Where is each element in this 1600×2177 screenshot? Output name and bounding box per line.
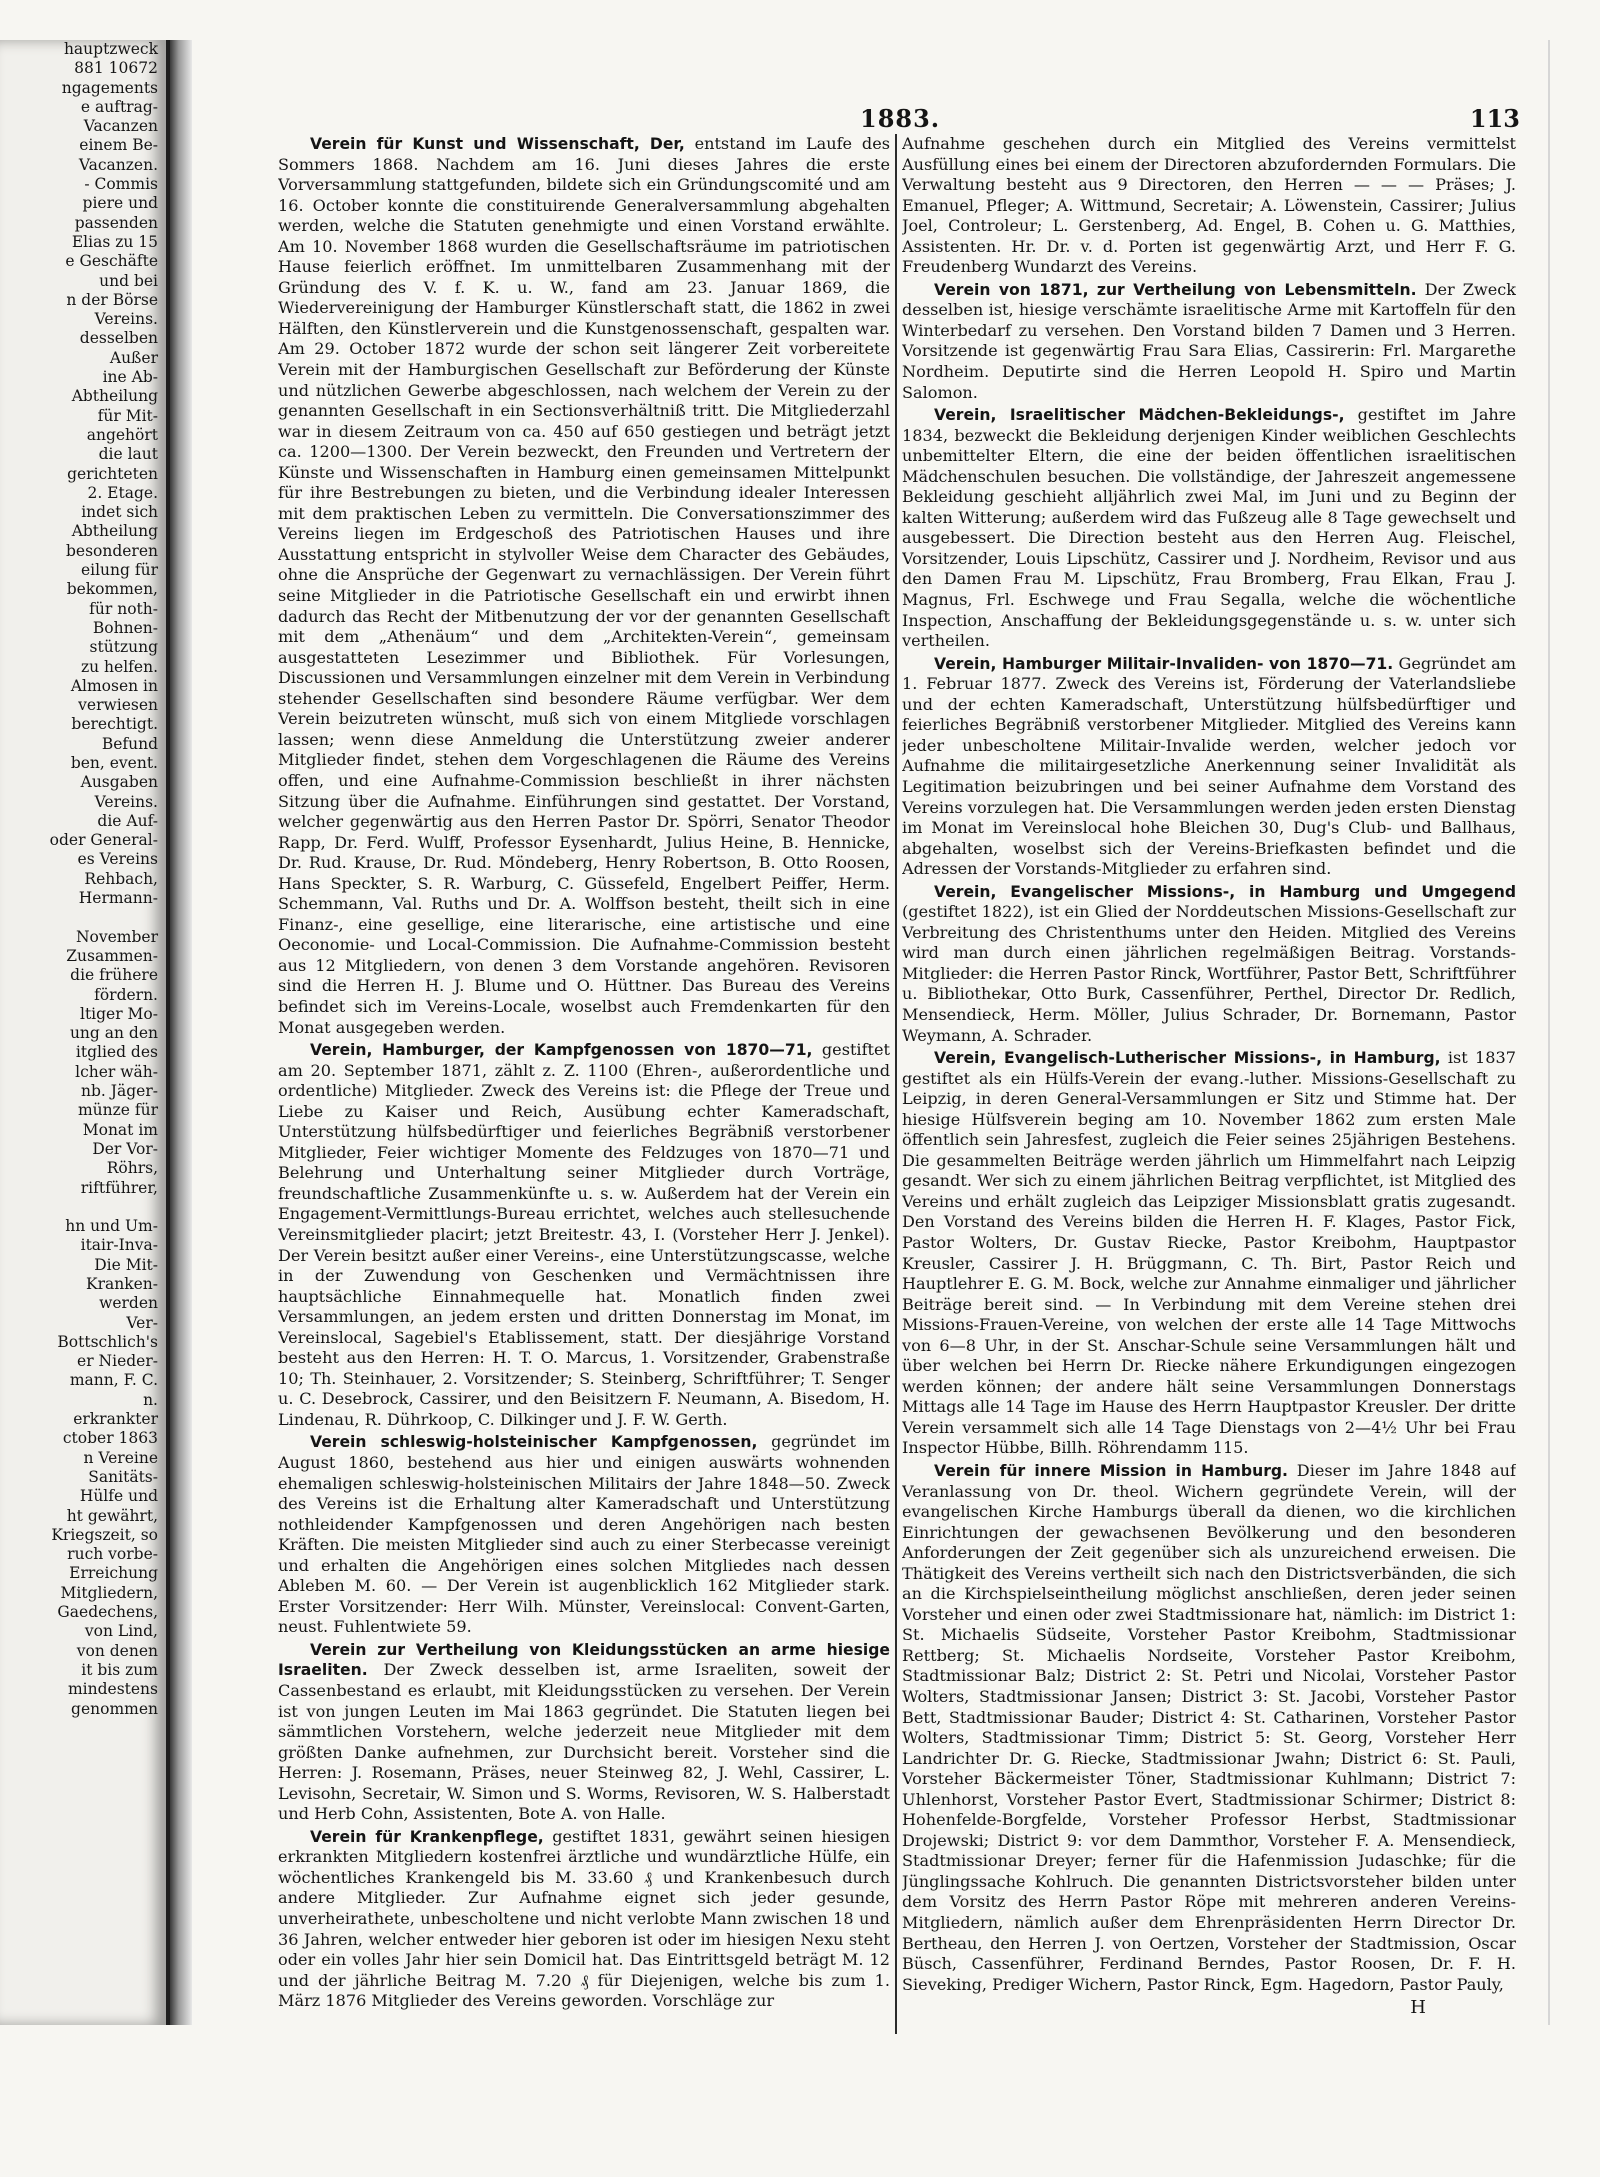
strip-line: von denen xyxy=(76,1641,158,1660)
entry-title: Verein schleswig-holsteinischer Kampfgenossen, xyxy=(310,1433,758,1452)
strip-line: Ausgaben xyxy=(80,773,158,792)
directory-entry xyxy=(902,280,1516,403)
entry-text: ist 1837 gestiftet als ein Hülfs-Verein der evang.-luther. Missions-Gesellschaft zu Leipzig, in deren General-Versammlungen er Sitz und Stimme hat. Der hiesige Hülfsverein beging am 10. November 1862 zum ersten Male öffentlich sein Jahresfest, zugleich die Feier seines 25jährigen Bestehens. Die gesammelten Beiträge werden jährlich um Himmelfahrt nach Leipzig gesandt. Wer sich zu einem jährlichen Beitrag verpflichtet, ist Mitglied des Vereins und erhält zugleich das Leipziger Missionsblatt gratis zugesandt. Den Vorstand des Vereins bilden die Herren H. F. Klages, Pastor Fick, Pastor Wolters, Dr. Gustav Riecke, Pastor Kreibohm, Hauptpastor Kreusler, Cassirer J. H. Brüggmann, C. Th. Birt, Pastor Reich und Hauptlehrer E. G. M. Bock, welche zur Annahme einmaliger und jährlicher Beiträge bereit sind. — In Verbindung mit dem Vereine stehen drei Missions-Frauen-Vereine, von welchen der erste alle 14 Tage Mittwochs von 6—8 Uhr, in der St. Anschar-Schule seine Versammlungen hält und über welchen bei Herrn Dr. Riecke nähere Erkundigungen eingezogen werden können; der andere hält seine Versammlungen Donnerstags Mittags alle 14 Tage im Hause des Herrn Hauptpastor Kreusler. Der dritte Verein versammelt sich alle 14 Tage Dienstags von 2—4½ Uhr bei Frau Inspector Hübbe, Billh. Röhrendamm 115. xyxy=(902,1048,1516,1458)
strip-line: Elias zu 15 xyxy=(71,232,158,251)
strip-line: Monat im xyxy=(82,1120,158,1139)
strip-line: indet sich xyxy=(81,503,158,522)
strip-line: genommen xyxy=(71,1699,158,1718)
strip-line: Kranken- xyxy=(86,1275,158,1293)
entry-title: Verein für innere Mission in Hamburg. xyxy=(934,1462,1288,1480)
column-divider xyxy=(895,134,897,2034)
entry-text: Aufnahme geschehen durch ein Mitglied des Vereins vermittelst Ausfüllung eines bei einem der Directoren abzufordernden Formulars. Die Verwaltung besteht aus 9 Directoren, den Herren — — — Präses; J. Emanuel, Pfleger; A. Wittmund, Secretair; A. Löwenstein, Cassirer; Julius Joel, Controleur; L. Gerstenberg, Ad. Engel, B. Cohen u. G. Matthies, Assistenten. Hr. Dr. v. d. Porten ist gegenwärtig Arzt, und Herr F. G. Freudenberg Wundarzt des Vereins. xyxy=(902,134,1516,277)
strip-line: Vacanzen. xyxy=(78,155,158,174)
entry-text: (gestiftet 1822), ist ein Glied der Norddeutschen Missions-Gesellschaft zur Verbreitung des Christenthums unter den Heiden. Mitglied des Vereins wird man durch einen jährlichen regelmäßigen Beitrag. Vorstands-Mitglieder: die Herren Pastor Rinck, Wortführer, Pastor Bett, Schriftführer u. Bibliothekar, Otto Burk, Cassenführer, Perthel, Director Dr. Redlich, Mensendieck, Herm. Möller, Julius Schrader, Dr. Bornemann, Pastor Weymann, A. Schrader. xyxy=(902,902,1516,1045)
strip-line: mindestens xyxy=(67,1680,158,1699)
strip-line: riftführer, xyxy=(80,1178,158,1197)
strip-line: nb. Jäger- xyxy=(81,1082,158,1101)
strip-line: Hülfe und xyxy=(79,1487,158,1506)
strip-line: es Vereins xyxy=(77,850,158,869)
strip-line: n der Börse xyxy=(66,290,158,309)
directory-entry xyxy=(278,134,890,1038)
entry-title: Verein, Hamburger, der Kampfgenossen von 1870—71, xyxy=(310,1041,813,1060)
strip-line: itglied des xyxy=(75,1043,158,1062)
directory-entry xyxy=(278,1640,890,1825)
strip-line: Gaedechens, xyxy=(57,1603,158,1622)
strip-line: Außer xyxy=(109,348,158,367)
strip-line: berechtigt. xyxy=(71,715,158,734)
strip-line: ltiger Mo- xyxy=(79,1004,158,1023)
strip-line: Der Vor- xyxy=(92,1139,158,1158)
strip-line: er Nieder- xyxy=(77,1352,158,1371)
entry-text: gestiftet im Jahre 1834, bezweckt die Bekleidung derjenigen Kinder weiblichen Geschlechts unbemittelter Eltern, die eine der beiden öffentlichen israelitischen Mädchenschulen besuchen. Die vollständige, der Jahreszeit angemessene Bekleidung geschieht alljährlich zwei Mal, im Juni und zu Beginn der kalten Witterung; außerdem wird das Fußzeug alle 8 Tage gewechselt und ausgebessert. Die Direction besteht aus den Herren Aug. Fleischel, Vorsitzender, Louis Lipschütz, Cassirer und J. Nordheim, Revisor und aus den Damen Frau M. Lipschütz, Frau Bromberg, Frau Elkan, Frau J. Magnus, Frl. Eschwege und Frau Segalla, welche die wöchentliche Inspection, Anschaffung der Bekleidungsgegenstände u. s. w. unter sich vertheilen. xyxy=(902,405,1516,651)
strip-line: Erreichung xyxy=(69,1564,158,1583)
directory-entry xyxy=(278,1040,890,1430)
strip-line: besonderen xyxy=(65,541,158,560)
strip-line: gerichteten xyxy=(67,464,158,483)
directory-entry xyxy=(902,1048,1516,1459)
strip-line: piere und xyxy=(82,194,158,213)
strip-line: Befund xyxy=(101,734,158,753)
strip-line: 2. Etage. xyxy=(87,483,158,502)
strip-line: Vereins. xyxy=(94,792,158,811)
strip-line: Abtheilung xyxy=(71,522,158,541)
directory-entry xyxy=(278,1827,890,2012)
strip-line: Ver- xyxy=(126,1313,158,1332)
directory-entry xyxy=(902,882,1516,1046)
strip-line: it bis zum xyxy=(81,1660,158,1679)
strip-line: Zusammen- xyxy=(66,946,158,965)
previous-page-strip xyxy=(0,40,170,2025)
strip-line: n Vereine xyxy=(83,1448,158,1467)
strip-line: verwiesen xyxy=(78,696,158,715)
strip-line: hauptzweck xyxy=(63,40,158,58)
strip-line: itair-Inva- xyxy=(80,1236,158,1255)
strip-line: von Lind, xyxy=(84,1622,158,1641)
strip-line: die frühere xyxy=(70,966,158,985)
entry-title: Verein für Kunst und Wissenschaft, Der, xyxy=(310,135,685,153)
entry-text: gegründet im August 1860, bestehend aus hier und einigen auswärts wohnenden ehemaligen schleswig-holsteinischen Militairs der Jahre 1848—50. Zweck des Vereins ist die Erhaltung alter Kameradschaft und Unterstützung nothleidender Kampfgenossen und deren Angehörigen nach besten Kräften. Die meisten Mitglieder sind auch zu einer Sterbecasse vereinigt und erhalten die Angehörigen eines solchen Mitgliedes nach dessen Ableben M. 60. — Der Verein ist augenblicklich 162 Mitglieder stark. Erster Vorsitzender: Herr Wilh. Münster, Vereinslocal: Convent-Garten, neust. Fuhlentwiete 59. xyxy=(278,1432,890,1637)
strip-line: für noth- xyxy=(89,599,158,618)
strip-line: ngagements xyxy=(61,78,158,97)
strip-line: Abtheilung xyxy=(71,387,158,406)
directory-entry xyxy=(902,1461,1516,1995)
right-text-column xyxy=(902,134,1516,2035)
strip-line: die Auf- xyxy=(97,811,158,830)
entry-text: gestiftet 1831, gewährt seinen hiesigen erkrankten Mitgliedern kostenfrei ärztliche und wundärztliche Hülfe, ein wöchentliches Krankengeld bis M. 33.60 ₰ und Krankenbesuch durch andere Mitglieder. Zur Aufnahme eignet sich jeder gesunde, unverheirathete, unbescholtene und nicht verlobte Mann zwischen 18 und 36 Jahren, welcher entweder hier geboren ist oder im hiesigen Nexu steht oder ein volles Jahr hier sein Domicil hat. Das Eintrittsgeld beträgt M. 12 und der jährliche Beitrag M. 7.20 ₰ für Diejenigen, welche bis zum 1. März 1876 Mitglieder des Vereins geworden. Vorschläge zur xyxy=(278,1826,890,2011)
entry-title: Verein für Krankenpflege, xyxy=(310,1827,544,1846)
strip-line: Mitgliedern, xyxy=(60,1583,158,1602)
entry-title: Verein, Hamburger Militair-Invaliden- von 1870—71. xyxy=(934,654,1394,673)
strip-line: hn und Um- xyxy=(65,1217,158,1236)
strip-line: fördern. xyxy=(94,985,158,1004)
strip-line: Röhrs, xyxy=(106,1159,158,1178)
strip-line: und bei xyxy=(99,271,158,290)
page-header xyxy=(280,104,1520,132)
strip-line: Almosen in xyxy=(70,676,158,695)
strip-line: bekommen, xyxy=(66,580,158,599)
directory-entry xyxy=(902,654,1516,880)
strip-line: Vacanzen xyxy=(83,117,158,136)
strip-line: Rehbach, xyxy=(84,869,158,888)
strip-line: - Commis xyxy=(84,175,158,194)
book-gutter xyxy=(170,40,192,2025)
strip-line: e auftrag- xyxy=(80,97,158,116)
entry-text: gestiftet am 20. September 1871, zählt z. Z. 1100 (Ehren-, außerordentliche und ordentliche) Mitglieder. Zweck des Vereins ist: die Pflege der Treue und Liebe zu Kaiser und Reich, Ausübung echter Kameradschaft, Unterstützung hülfsbedürftiger und feierliches Begräbniß verstorbener Mitglieder, Feier wichtiger Momente des Feldzuges von 1870—71 und Belehrung und Unterhaltung seiner Mitglieder durch Vorträge, freundschaftliche Zusammenkünfte u. s. w. Außerdem hat der Verein ein Engagement-Vermittlungs-Bureau errichtet, welches auch stellesuchende Vereinsmitglieder placirt; jetzt Breitestr. 43, I. (Vorsteher Herr J. Jenkel). Der Verein besitzt außer einer Vereins-, eine Unterstützungscasse, welche in der Zuwendung von Geschenken und Vermächtnissen ihre hauptsächliche Einnahmequelle hat. Monatlich finden zwei Versammlungen, an jedem ersten und dritten Donnerstag im Monat, im Vereinslocal, Sagebiel's Etablissement, statt. Der diesjährige Vorstand besteht aus den Herren: H. T. O. Marcus, 1. Vorsitzender, Grabenstraße 10; Th. Steinhauer, 2. Vorsitzender; S. Steinberg, Schriftführer; T. Senger u. C. Desebrock, Cassirer, und den Beisitzern F. Neumann, A. Bisedom, H. Lindenau, R. Dührkoop, C. Dilkinger und J. F. W. Gerth. xyxy=(278,1040,890,1429)
strip-line: 881 10672 xyxy=(74,59,158,78)
strip-line: zu helfen. xyxy=(80,657,158,676)
strip-line: die laut xyxy=(98,445,158,464)
strip-line: oder General- xyxy=(49,831,158,850)
entry-text: Der Zweck desselben ist, arme Israeliten, soweit der Cassenbestand es erlaubt, mit Kleidungsstücken zu versehen. Der Verein ist von jungen Leuten im Mai 1863 gegründet. Die Statuten liegen bei sämmtlichen Vorstehern, welche jederzeit neue Mitglieder mit dem größten Danke aufnehmen, zur Durchsicht bereit. Vorsteher sind die Herren: J. Rosemann, Präses, neuer Steinweg 82, J. Wehl, Cassirer, L. Levisohn, Secretair, W. Simon und S. Worms, Revisoren, W. S. Halberstadt und Herb Cohn, Assistenten, Bote A. von Halle. xyxy=(278,1660,890,1824)
strip-line: Bohnen- xyxy=(92,618,158,637)
strip-line: Vereins. xyxy=(94,310,158,329)
entry-text: Dieser im Jahre 1848 auf Veranlassung von Dr. theol. Wichern gegründete Verein, will der evangelischen Kirche Hamburgs überall da dienen, wo die kirchlichen Einrichtungen der gewachsenen Bevölkerung und den besonderen Anforderungen der Zeit gegenüber sich als unzureichend erweisen. Die Thätigkeit des Vereins vertheilt sich nach den Districtsverbänden, die sich an die Kirchspielseintheilung möglichst anschließen, deren jeder seinen Vorsteher und einen oder zwei Stadtmissionare hat, nämlich: im District 1: St. Michaelis Südseite, Vorsteher Pastor Kreibohm, Stadtmissionar Rettberg; St. Michaelis Nordseite, Vorsteher Pastor Kreibohm, Stadtmissionar Balz; District 2: St. Petri und Nicolai, Vorsteher Pastor Wolters, Stadtmissionar Jansen; District 3: St. Jacobi, Vorsteher Pastor Bett, Stadtmissionar Bauder; District 4: St. Catharinen, Vorsteher Pastor Wolters, Stadtmissionar Timm; District 5: St. Georg, Vorsteher Herr Landrichter Dr. G. Riecke, Stadtmissionar Jwahn; District 6: St. Pauli, Vorsteher Bäckermeister Töner, Stadtmissionar Kuhlmann; District 7: Uhlenhorst, Vorsteher Pastor Evert, Stadtmissionar Schirmer; District 8: Hohenfelde-Borgfelde, Vorsteher Professor Herbst, Stadtmissionar Drojewski; District 9: vor dem Dammthor, Vorsteher F. A. Mensendieck, Stadtmissionar Dreyer; ferner für die Hafenmission Judaschke; für die Jünglingssache Kohlruch. Die genannten Districtsvorsteher bilden unter dem Vorsitz des Herrn Pastor Röpe mit mehreren anderen Vereins-Mitgliedern, nämlich außer dem Ehrenpräsidenten Herrn Director Dr. Bertheau, den Herren J. von Oertzen, Vorsteher der Stadtmission, Oscar Büsch, Cassenführer, Ferdinand Berndes, Pastor Roosen, Dr. F. H. Sieveking, Prediger Wichern, Pastor Rinck, Egm. Hagedorn, Pastor Pauly, xyxy=(902,1461,1516,1994)
entry-title: Verein zur Vertheilung von Kleidungsstücken an arme hiesige Israeliten. xyxy=(278,1640,890,1680)
entry-title: Verein von 1871, zur Vertheilung von Lebensmitteln. xyxy=(934,280,1417,299)
strip-line: mann, F. C. xyxy=(69,1371,158,1390)
strip-line: passenden xyxy=(74,213,158,232)
strip-line: Die Mit- xyxy=(94,1255,158,1274)
entry-title: Verein, Evangelischer Missions-, in Hamburg und Umgegend xyxy=(934,882,1516,901)
strip-line: ine Ab- xyxy=(102,368,158,387)
strip-line: Bottschlich's xyxy=(57,1332,158,1351)
strip-line: Sanitäts- xyxy=(88,1467,158,1486)
page-edge xyxy=(1548,40,1560,2025)
signature-letter: H xyxy=(1410,1997,1426,2019)
strip-line: desselben xyxy=(79,329,158,348)
entry-text: entstand im Laufe des Sommers 1868. Nachdem am 16. Juni dieses Jahres die erste Vorversammlung stattgefunden, bildete sich ein Gründungscomité und am 16. October konnte die constituirende Generalversammlung abgehalten werden, welche die Statuten genehmigte und einen Vorstand erwählte. Am 10. November 1868 wurden die Gesellschaftsräume im patriotischen Hause feierlich eröffnet. Im unmittelbaren Zusammenhang mit der Gründung des V. f. K. u. W., fand am 23. Januar 1869, die Wiedervereinigung der Hamburger Künstlerschaft statt, die 1862 in zwei Hälften, den Künstlerverein und die Kunstgenossenschaft, gespalten war. Am 29. October 1872 wurde der schon seit längerer Zeit vorbereitete Verein mit der Hamburgischen Gesellschaft zur Beförderung der Künste und nützlichen Gewerbe abgeschlossen, nach welchem der Verein zu der genannten Gesellschaft in ein Sectionsverhältniß tritt. Die Mitgliederzahl war in diesem Zeitraum von ca. 450 auf 650 gestiegen und beträgt jetzt ca. 1200—1300. Der Verein bezweckt, den Freunden und Vertretern der Künste und Wissenschaften in Hamburg einen gemeinsamen Mittelpunkt für ihre Bestrebungen zu bieten, und die Verbindung idealer Interessen mit dem praktischen Leben zu vermitteln. Die Conversationszimmer des Vereins liegen im Erdgeschoß des Patriotischen Hauses und ihre Ausstattung entspricht in stylvoller Weise dem Character des Gebäudes, ohne die Ansprüche der Gegenwart zu vernachlässigen. Der Verein führt seine Mitglieder in die Patriotische Gesellschaft ein und erwirbt ihnen dadurch das Recht der Mitbenutzung der vor der genannten Gesellschaft mit dem „Athenäum“ und dem „Architekten-Verein“, gemeinsam ausgestatteten Lesezimmer und Bibliothek. Für Vorlesungen, Discussionen und Versammlungen einzelner mit dem Verein in Verbindung stehender Gesellschaften sind besondere Räume verfügbar. Wer dem Verein beizutreten wünscht, muß sich von einem Mitgliede vorschlagen lassen; wenn diese Anmeldung die Unterstützung zweier anderer Mitglieder findet, stehen dem Vorgeschlagenen die Räume des Vereins offen, und eine Aufnahme-Commission beschließt in ihrer nächsten Sitzung über die Aufnahme. Einführungen sind gestattet. Der Vorstand, welcher gegenwärtig aus den Herren Pastor Dr. Spörri, Senator Theodor Rapp, Dr. Ferd. Wulff, Professor Eysenhardt, Julius Heine, B. Hennicke, Dr. Rud. Krause, Dr. Rud. Möndeberg, Henry Robertson, B. Otto Roosen, Hans Speckter, S. R. Warburg, C. Güssefeld, Engelbert Peiffer, Herm. Schemmann, Val. Ruths und Dr. A. Wolffson besteht, theilt sich in eine Finanz-, eine gesellige, eine literarische, eine artistische und eine Oeconomie- und Local-Commission. Die Aufnahme-Commission besteht aus 12 Mitgliedern, von denen 3 dem Vorstande angehören. Revisoren sind die Herren H. J. Blume und O. Hüttner. Das Bureau des Vereins befindet sich im Vereins-Locale, woselbst auch Fremdenkarten für den Monat ausgegeben werden. xyxy=(278,134,890,1037)
strip-line: ruch vorbe- xyxy=(67,1545,158,1564)
strip-line: November xyxy=(75,927,158,946)
strip-line xyxy=(0,1198,166,1217)
left-text-column xyxy=(278,134,890,2035)
entry-text: Gegründet am 1. Februar 1877. Zweck des Vereins ist, Förderung der Vaterlandsliebe und der echten Kameradschaft, Unterstützung hülfsbedürftiger und feierliches Begräbniß verstorbener Mitglieder. Mitglied des Vereins kann jeder unbescholtene Militair-Invalide werden, welcher jedoch vor Aufnahme die militairgesetzliche Anerkennung seiner Invalidität als Legitimation beizubringen und bei seiner Aufnahme dem Vorstand des Vereins vorzulegen hat. Die Versammlungen werden jeden ersten Dienstag im Monat im Vereinslocal hohe Bleichen 30, Dug's Club- und Ballhaus, abgehalten, woselbst sich der Vereins-Briefkasten befindet und die Adressen der Vorstands-Mitglieder zu erfahren sind. xyxy=(902,653,1516,879)
strip-line: n. xyxy=(143,1390,158,1409)
directory-entry xyxy=(902,405,1516,652)
strip-line: ung an den xyxy=(69,1024,158,1043)
strip-line: ben, event. xyxy=(70,753,158,772)
strip-line: stützung xyxy=(89,638,158,657)
strip-line xyxy=(0,908,166,927)
strip-line: angehört xyxy=(86,425,158,444)
directory-entry xyxy=(902,134,1516,278)
entry-text: Der Zweck desselben ist, hiesige verschämte israelitische Arme mit Kartoffeln für den Winterbedarf zu versehen. Den Vorstand bilden 7 Damen und 3 Herren. Vorsitzende ist gegenwärtig Frau Sara Elias, Cassirerin: Frl. Margarethe Nordheim. Deputirte sind die Herren Leopold H. Spiro und Martin Salomon. xyxy=(902,279,1516,402)
page-number: 113 xyxy=(1469,104,1520,133)
strip-line: eilung für xyxy=(80,561,158,580)
strip-line: Kriegszeit, so xyxy=(51,1525,158,1544)
strip-line: für Mit- xyxy=(97,406,158,425)
strip-line: einem Be- xyxy=(79,136,158,155)
strip-line: ht gewährt, xyxy=(66,1506,158,1525)
entry-title: Verein, Israelitischer Mädchen-Bekleidungs-, xyxy=(934,406,1345,425)
page-year: 1883. xyxy=(860,104,941,133)
strip-line: e Geschäfte xyxy=(65,252,158,271)
strip-line: erkrankter xyxy=(73,1410,158,1429)
entry-title: Verein, Evangelisch-Lutherischer Missions-, in Hamburg, xyxy=(934,1049,1441,1068)
strip-line: lcher wäh- xyxy=(75,1062,158,1081)
strip-line: werden xyxy=(99,1294,158,1313)
strip-line: münze für xyxy=(77,1101,158,1120)
directory-entry xyxy=(278,1432,890,1637)
strip-line: Hermann- xyxy=(78,889,158,908)
strip-line: ctober 1863 xyxy=(62,1429,158,1448)
